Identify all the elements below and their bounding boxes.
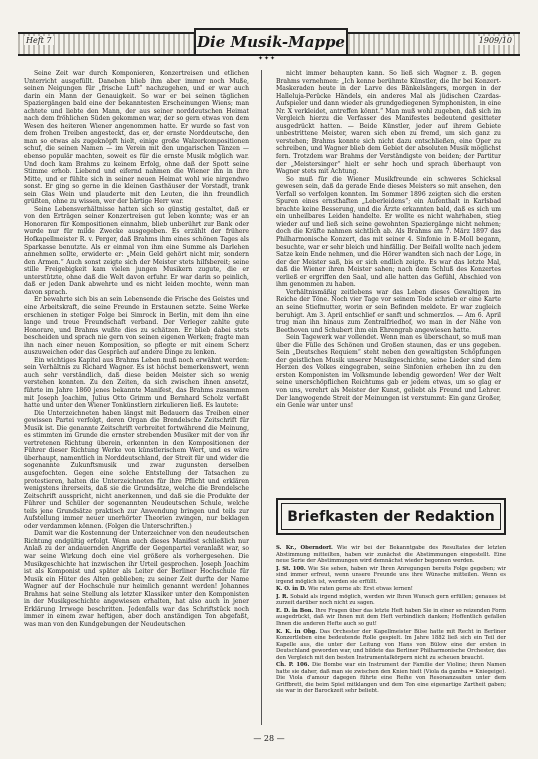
entry-text: Wie raten gerne ab: Erst etwas lernen! bbox=[307, 586, 413, 593]
briefkasten-entries bbox=[276, 545, 506, 727]
paragraph: Die Unterzeichneten haben längst mit Bedauern das Treiben einer gewissen Partei verfolgt, deren Organ die Brendelsche Zeitschrift für Musik ist. Die genannte Zeitschrift verbreitet fortwährend die Meinung, es stimmten im Grunde die ernster strebenden Musiker mit der von ihr vertretenen Richtung überein, erkennten in den Kompositionen der Führer dieser Richtung Werke von künstlerischem Wert, und es wäre überhaupt, namentlich in Norddeutschland, der Streit für und wider die sogenannte Zukunftsmusik und zwar zugunsten derselben ausgefochten. Gegen eine solche Entstellung der Tatsachen zu protestieren, halten die Unterzeichneten für ihre Pflicht und erklären wenigstens ihrerseits, daß sie die Grundsätze, welche die Brendelsche Zeitschrift ausspricht, nicht anerkennen, und daß sie die Produkte der Führer und Schüler der sogenannten Neudeutschen Schule, welche teils jene Grundsätze praktisch zur Anwendung bringen und teils zur Aufstellung immer neuer unerhörter Theorien zwingen, nur beklagen oder verdammen können. (Folgen die Unterschriften.) bbox=[24, 409, 249, 530]
letter-entry bbox=[276, 594, 506, 607]
letter-entry bbox=[276, 545, 506, 565]
issue-number: Heft 7 bbox=[26, 36, 52, 45]
entry-text: Wie Sie sehen, haben wir Ihren Anregungen bereits Folge gegeben; wir sind immer erfreut, wenn unsere Freunde uns ihre Wünsche mitteilen. Wenn es irgend möglich ist, werden sie erfüllt. bbox=[276, 565, 506, 585]
entry-text: Sobald als irgend möglich, werden wir Ihren Wunsch gern erfüllen; genaues ist zurzeit darüber noch nicht zu sagen. bbox=[276, 593, 506, 607]
header-ornament: ✦✦✦ bbox=[258, 55, 277, 62]
paragraph: Ein wichtiges Kapitel aus Brahms Leben muß noch erwähnt werden: sein Verhältnis zu Richard Wagner. Es ist höchst bemerkenswert, wenn auch sehr verständlich, daß diese beiden Meister sich so wenig verstehen konnten. Zu den Zeiten, da sich zwischen ihnen ansetzt, führte im Jahre 1860 jenes bekannte Manifest, das Brahms zusammen mit Joseph Joachim, Julius Otto Grimm und Bernhard Scholz verfaßt hatte und unter den Wiener Tonkünstlern zirkulieren ließ. Es lautete: bbox=[24, 356, 249, 410]
briefkasten-title: Briefkasten der Redaktion bbox=[281, 503, 501, 530]
paragraph: nicht immer behaupten kann. So ließ sich Wagner z. B. gegen Brahms vernehmen: „Ich kenne berühmte Künstler, die Ihr bei Konzert-Maskeraden heute in der Larve des Bänkelsängers, morgen in der Halleluja-Perücke Händels, ein anderes Mal als jüdischen Czardas-Aufspieler und dann wieder als grundgediegenen Symphonisten, in eine Nr. X verkleidet, antreffen könnt.“ Man muß wohl zugeben, daß sich im Vergleich hierzu die Verfasser des Manifestes bedeutend gesitteter ausgedrückt hatten. — Beide Künstler, jeder auf ihrem Gebiete unbestrittene Meister, waren sich eben zu fremd, um sich ganz zu verstehen; Brahms konnte sich nicht dazu entschließen, eine Oper zu schreiben, und Wagner blieb dem Gebiet der absoluten Musik möglichst fern. Trotzdem war Brahms der Verständigste von beiden; der Partitur der „Meistersinger“ hielt er sehr hoch und sprach überhaupt von Wagner stets mit Achtung. bbox=[276, 70, 501, 176]
volume-year: 1909/10 bbox=[478, 36, 512, 45]
column-divider bbox=[261, 70, 262, 725]
entry-recipient: J. R. bbox=[276, 593, 289, 600]
letter-entry bbox=[276, 566, 506, 586]
entry-recipient: K. K. in Obg. bbox=[276, 628, 318, 635]
entry-text: Das Orchester der Kapellmeister Bilse hatte mit Recht in Berliner Konzertleben eine bedeutende Rolle gespielt. Im Jahre 1882 ließ sich ein Teil der Kapelle aus, die unter der Leitung von Hans von Bülow eine der ersten in Deutschland geworden war, und bildete das Berliner Philharmonische Orchester, das den Vergleich mit den besten Instrumentalkörpern nicht zu scheuen braucht. bbox=[276, 628, 506, 661]
entry-text: Wie wir bei der Bekanntgabe des Resultates der letzten Abstimmung mitteilten, haben wir zunächst die Abstimmungen eingestellt. Eine neue Serie der Abstimmungen wird demnächst wieder begonnen werden. bbox=[276, 545, 506, 565]
entry-recipient: J. St. 100. bbox=[276, 565, 306, 572]
letter-entry bbox=[276, 608, 506, 628]
entry-recipient: S. Kr., Oberndorf. bbox=[276, 545, 333, 551]
page-header bbox=[18, 28, 520, 62]
paragraph: Seine Zeit war durch Komponieren, Konzertreisen und etlichen Unterricht ausgefüllt. Daneben blieb ihm aber immer noch Muße, seinen Neigungen für „frische Luft“ nachzugehen, und er war auch darin ein Mann der Genauigkeit. So war er bei seinen täglichen Spaziergängen bald eine der bekanntesten Erscheinungen Wiens; man achtete und liebte den Mann, der aus seiner norddeutschen Heimat nach dem fröhlichen Süden gekommen war, der so gern etwas von dem Wesen des heiteren Wiener angenommen hatte. Er wurde so fast von dem frohen Treiben angesteckt, das er, der ernste Norddeutsche, den man so etwas als zugeknöpft hielt, einige große Walzerkompositionen schuf, die seinen Namen — im Verein mit den ungarischen Tänzen — ebenso populär machten, soweit es für die ernste Musik möglich war. Und doch kam Brahms zu keinem Erfolg, ohne daß der Spott seine Stimme erhob. Liebend und eifernd nahmen die Wiener ihn in ihre Mitte, und er fühlte sich in seiner neuen Heimat wohl wie nirgendwo sonst. Er ging so gerne in die kleinen Gasthäuser der Vorstadt, trank sein Glas Wein und plauderte mit den Leuten, die ihn freundlich grüßten, ohne zu wissen, wer der bärtige Herr war. bbox=[24, 70, 249, 206]
article-column-left bbox=[24, 70, 249, 725]
paragraph: Verhältnismäßig zeitlebens war das Leben dieses Gewaltigen im Reiche der Töne. Noch vier Tage vor seinem Tode schrieb er eine Karte an seine Stiefmutter, worin er sein Befinden meldete. Er war zugleich beruhigt. Am 3. April entschlief er sanft und schmerzlos. — Am 6. April trug man ihn hinaus zum Zentralfriedhof, wo man in der Nähe von Beethoven und Schubert ihm ein Ehrengrab angewiesen hatte. bbox=[276, 288, 501, 334]
briefkasten-heading-box bbox=[276, 498, 506, 535]
magazine-title: Die Musik-Mappe bbox=[194, 28, 348, 56]
entry-text: Die Bombe war ein Instrument der Familie der Violine; ihren Namen hatte sie daher, daß man sie zwischen den Knien hielt (Viola da gamba = Kniegeige). Die Viola d'amour dagegen führte eine Reihe von Resonanzsaiten unter dem Griffbrett, die beim Spiel mitklangen und dem Ton eine eigenartige Zartheit gaben; sie war in der Barockzeit sehr beliebt. bbox=[276, 662, 506, 695]
entry-recipient: Ch. P. 106. bbox=[276, 662, 310, 669]
paragraph: So muß für die Wiener Musikfreunde ein schweres Schicksal gewesen sein, daß da gerade Ende dieses Meisters so mit ansehen, den Verfall so verfolgen konnten. Im Sommer 1896 zeigten sich die ersten Spuren eines ernsthaften „Leberleidens“; ein Aufenthalt in Karlsbad brachte keine Besserung, und die Ärzte erkannten bald, daß es sich um ein unheilbares Leiden handelte. Er wollte es nicht wahrhaben, stieg wieder auf und ließ sich seine gewohnten Spaziergänge nicht nehmen; doch die Kräfte nahmen sichtlich ab. Als Brahms am 7. März 1897 das Philharmonische Konzert, das mit seiner 4. Sinfonie in E-Moll begann, besuchte, war er sehr bleich und hinfällig. Der Beifall wollte nach jedem Satze kein Ende nehmen, und die Hörer wandten sich nach der Loge, in der der Meister saß, bis er sich endlich zeigte. Es war das letzte Mal, daß die Wiener ihren Meister sahen; nach dem Schluß des Konzertes verließ er ergriffen den Saal, und alle hatten das Gefühl, Abschied von ihm genommen zu haben. bbox=[276, 175, 501, 289]
letter-entry bbox=[276, 629, 506, 662]
paragraph: Er bewahrte sich bis an sein Lebensende die Frische des Geistes und eine Arbeitskraft, die seine Freunde in Erstaunen setzte. Seine Werke erschienen in stetiger Folge bei Simrock in Berlin, mit dem ihn eine lange und treue Freundschaft verband. Der Verleger zahlte gute Honorare, und Brahms wußte dies zu schätzen. Er blieb dabei stets bescheiden und sprach nie gern von seinen eigenen Werken; fragte man ihn nach einer neuen Komposition, so pflegte er mit einem Scherz auszuweichen oder das Gespräch auf andere Dinge zu lenken. bbox=[24, 296, 249, 357]
paragraph: Damit war die Kostennung der Unterzeichner von den neudeutschen Richtung endgültig erfolgt. Wenn auch dieses Manifest schließlich nur Anlaß zu der andauernden Angriffe der Gegenpartei veranlaßt war, so war seine Wirkung doch eine viel größere als vorhergesehen. Die Musikgeschichte hat inzwischen ihr Urteil gesprochen. Joseph Joachim ist als Komponist und später als Leiter der Berliner Hochschule für Musik ein Hüter des Alten geblieben; zu seiner Zeit durfte der Name Wagner auf der Hochschule nur heimlich genannt werden! Johannes Brahms hat seine Stellung als letzter Klassiker unter den Komponisten in der Musikgeschichte angewiesen erhalten, hat also auch in jener Erklärung Irrwege beschritten. Jedenfalls war das Schriftstück noch immer in einem zwar heftigen, aber doch anständigen Ton abgefaßt, was man von den Kundgebungen der Neudeutschen bbox=[24, 530, 249, 628]
letter-entry bbox=[276, 662, 506, 695]
paragraph: Sein Tagewerk war vollendet. Wenn man es überschaut, so muß man über die Fülle des Schönen und Großen staunen, das er uns gegeben. Sein „Deutsches Requiem“ steht neben den gewaltigsten Schöpfungen der geistlichen Musik unserer Musikgeschichte, seine Lieder sind dem Herzen des Volkes eingegraben, seine Sinfonien erheben ihn zu den ersten Komponisten im Volksmunde lebendig geworden! Wer der Welt seine unerschöpflichen Reichtums gab er jedem etwas, um so glag er von uns, verehrt als Meister der Kunst, geliebt als Freund und Lehrer. Der langwogende Streit der Meinungen ist verstummt: Ein ganz Großer, ein Genie war unter uns! bbox=[276, 334, 501, 410]
entry-recipient: K. O. in D. bbox=[276, 586, 307, 593]
page-number: — 28 — bbox=[253, 734, 285, 743]
article-column-right bbox=[276, 70, 501, 490]
entry-text: Ihre Fragen über das letzte Heft haben Sie in einer so reizenden Form ausgedrückt, daß wir Ihnen mit dem Heft verbindlich danken; Hoffentlich gefallen Ihnen die anderen Hefte auch so gut! bbox=[276, 607, 506, 628]
entry-recipient: E. D. in Bon. bbox=[276, 607, 314, 614]
paragraph: Seine Lebensverhältnisse hatten sich so günstig gestaltet, daß er von den Erträgen seiner Konzertreisen gut leben konnte; was er an Honoraren für Kompositionen einnahm, blieb unberührt zur Bank oder wurde nur für milde Zwecke ausgegeben. Es erzählt der frühere Hofkapellmeister R. v. Perger, daß Brahms ihm eines schönen Tages als Sparkasse benutzte. Als er einmal von ihm eine Summe als Darlehen annehmen sollte, erwiderte er: „Mein Geld gehört nicht mir, sondern den Armen.“ Auch sonst zeigte sich der Meister stets hilfsbereit; seine stille Freigebigkeit kam vielen jungen Musikern zugute, die er unterstützte, ohne daß die Welt davon erfuhr. Er war darin so peinlich, daß er jeden Dank abwehrte und es nicht leiden mochte, wenn man davon sprach. bbox=[24, 205, 249, 296]
letter-entry bbox=[276, 586, 506, 593]
